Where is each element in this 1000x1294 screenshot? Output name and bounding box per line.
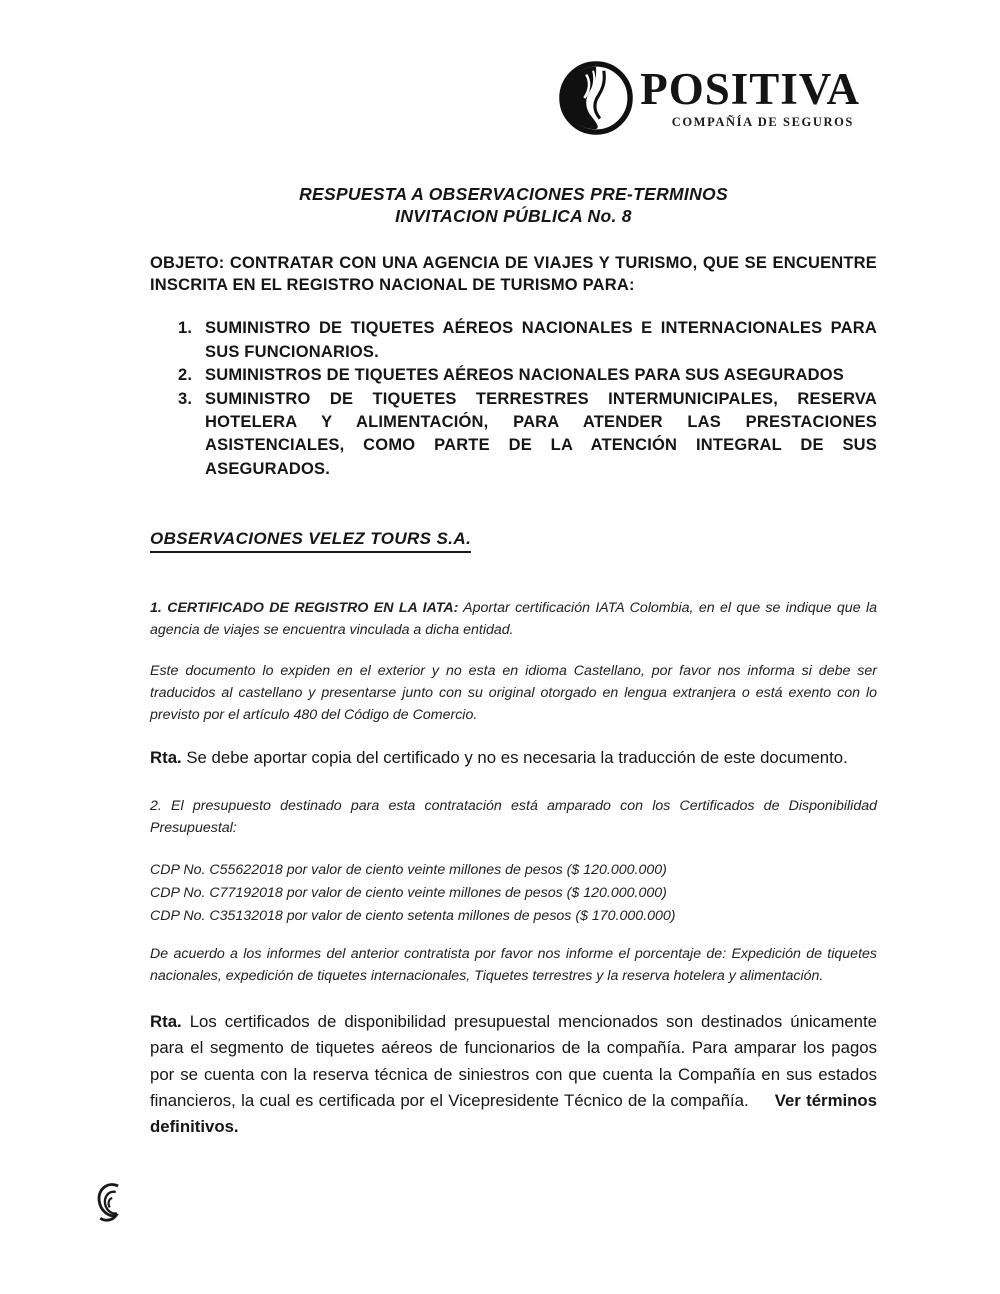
observation1-question [150, 597, 877, 641]
observation2-question: 2. El presupuesto destinado para esta contratación está amparado con los Certificados de Disponibilidad Presupuestal: [150, 798, 877, 837]
logo-company-name: POSITIVA [640, 63, 860, 114]
document-title [150, 183, 877, 228]
list-item-number: 2. [178, 366, 193, 385]
document-title-line1: RESPUESTA A OBSERVACIONES PRE-TERMINOS [299, 184, 728, 204]
observation1-answer [150, 745, 877, 771]
objeto-list [150, 317, 877, 481]
list-item [150, 317, 877, 364]
stamp-swirl-icon [93, 1180, 129, 1230]
answer-label: Rta. [150, 748, 182, 768]
list-item [150, 364, 877, 387]
cdp-line: CDP No. C77192018 por valor de ciento veinte millones de pesos ($ 120.000.000) [150, 885, 667, 902]
section-header [150, 529, 877, 553]
list-item-text: SUMINISTROS DE TIQUETES AÉREOS NACIONALES PARA SUS ASEGURADOS [205, 366, 844, 385]
logo-company-subtitle: COMPAÑÍA DE SEGUROS [671, 114, 854, 129]
cdp-list [150, 859, 877, 927]
observation1-answer-text: Se debe aportar copia del certificado y no es necesaria la traducción de este documento. [181, 748, 848, 768]
list-item-number: 3. [178, 389, 193, 408]
observation2-answer [150, 1009, 877, 1139]
observation1-question2: Este documento lo expiden en el exterior y no esta en idioma Castellano, por favor nos informa si debe ser traducidos al castellano y presentarse junto con su original otorgado en lengua extranjera o está exento con lo previsto por el artículo 480 del Código de Comercio. [150, 663, 877, 724]
answer-label: Rta. [150, 1012, 182, 1032]
list-item-text: SUMINISTRO DE TIQUETES AÉREOS NACIONALES E INTERNACIONALES PARA SUS FUNCIONARIOS. [205, 319, 877, 361]
cdp-line: CDP No. C35132018 por valor de ciento setenta millones de pesos ($ 170.000.000) [150, 907, 676, 924]
document-body [150, 0, 877, 1140]
answer-emphasis: Ver términos definitivos. [150, 1090, 877, 1136]
list-item [150, 388, 877, 482]
observation2-question2: De acuerdo a los informes del anterior contratista por favor nos informe el porcentaje de: Expedición de tiquetes nacionales, expedición de tiquetes internacionales, Tiquetes terrestres y la reserva hotelera y alimentación. [150, 946, 877, 985]
observation1-lead: 1. CERTIFICADO DE REGISTRO EN LA IATA: [150, 600, 459, 617]
document-title-line2: INVITACION PÚBLICA No. 8 [395, 206, 632, 227]
list-item-text: SUMINISTRO DE TIQUETES TERRESTRES INTERMUNICIPALES, RESERVA HOTELERA Y ALIMENTACIÓN, PARA ATENDER LAS PRESTACIONES ASISTENCIALES, COMO PARTE DE LA ATENCIÓN INTEGRAL DE SUS ASEGURADOS. [205, 389, 877, 478]
section-header-text: OBSERVACIONES VELEZ TOURS S.A. [150, 529, 471, 553]
list-item-number: 1. [178, 319, 193, 338]
cdp-line: CDP No. C55622018 por valor de ciento veinte millones de pesos ($ 120.000.000) [150, 862, 667, 879]
observation1-question-text: Aportar certificación IATA Colombia, en el que se indique que la agencia de viajes se encuentra vinculada a dicha entidad. [150, 600, 877, 639]
objeto-paragraph: OBJETO: CONTRATAR CON UNA AGENCIA DE VIAJES Y TURISMO, QUE SE ENCUENTRE INSCRITA EN EL REGISTRO NACIONAL DE TURISMO PARA: [150, 253, 877, 294]
observation2-answer-text: Los certificados de disponibilidad presupuestal mencionados son destinados únicamente para el segmento de tiquetes aéreos de funcionarios de la compañía. Para amparar los pagos por se cuenta con la reserva técnica de siniestros con que cuenta la Compañía en sus estados financieros, la cual es certificada por el Vicepresidente Técnico de la compañía. [150, 1012, 877, 1110]
